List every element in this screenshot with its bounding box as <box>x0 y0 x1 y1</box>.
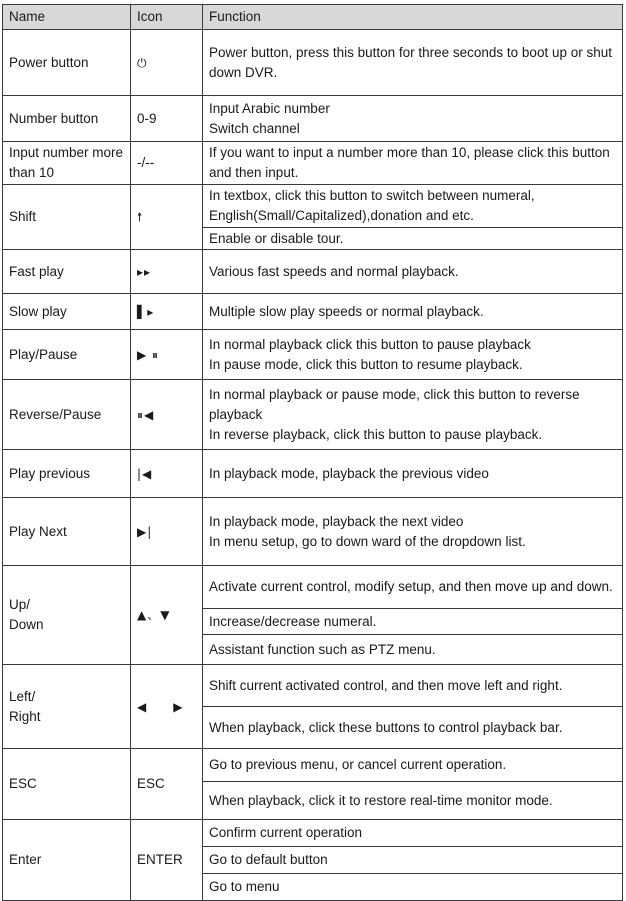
function-cell <box>203 450 623 498</box>
function-text: Activate current control, modify setup, and then move up and down. <box>209 579 613 594</box>
name-cell <box>3 820 131 901</box>
name-cell <box>3 498 131 566</box>
name-text: Right <box>9 708 41 724</box>
row-up-down <box>3 566 623 609</box>
number-keys-icon: 0-9 <box>137 110 157 126</box>
icon-cell <box>131 820 203 901</box>
name-cell <box>3 142 131 185</box>
row-esc <box>3 749 623 782</box>
header-name: Name <box>3 5 131 30</box>
function-cell <box>203 707 623 749</box>
function-cell <box>203 142 623 185</box>
header-row <box>3 5 623 30</box>
name-text: Input number more than 10 <box>9 145 124 180</box>
name-text: Shift <box>9 209 37 224</box>
table-body <box>3 30 623 901</box>
row-enter <box>3 820 623 847</box>
row-shift <box>3 185 623 228</box>
function-cell <box>203 609 623 635</box>
function-text: Go to default button <box>209 852 328 867</box>
row-power-button <box>3 30 623 96</box>
row-play-next <box>3 498 623 566</box>
name-text: Power button <box>9 54 89 70</box>
function-cell <box>203 380 623 450</box>
name-cell <box>3 185 131 250</box>
function-text: When playback, click it to restore real-time monitor mode. <box>209 792 553 808</box>
row-fast-play <box>3 250 623 294</box>
name-cell <box>3 450 131 498</box>
function-text: In pause mode, click this button to resume playback. <box>209 356 523 372</box>
function-cell <box>203 820 623 847</box>
name-cell <box>3 566 131 665</box>
row-slow-play <box>3 294 623 330</box>
row-play-previous <box>3 450 623 498</box>
function-text: Increase/decrease numeral. <box>209 613 377 629</box>
function-cell <box>203 228 623 250</box>
up-down-arrows-icon: ▲、▼ <box>137 608 171 622</box>
table-header <box>3 5 623 30</box>
function-text: Go to menu <box>209 879 280 894</box>
function-cell <box>203 498 623 566</box>
icon-cell <box>131 380 203 450</box>
slow-play-icon: ▌▸ <box>137 304 155 319</box>
name-text: Left/ <box>9 688 36 704</box>
function-text: In menu setup, go to down ward of the dropdown list. <box>209 533 526 549</box>
skip-next-icon: ▶| <box>137 524 153 539</box>
up-arrow-icon: 🠕 <box>137 210 144 224</box>
header-icon: Icon <box>131 5 203 30</box>
function-text: When playback, click these buttons to control playback bar. <box>209 719 563 735</box>
icon-cell <box>131 330 203 380</box>
function-cell <box>203 566 623 609</box>
function-cell <box>203 847 623 874</box>
function-cell <box>203 874 623 901</box>
function-text: Enable or disable tour. <box>209 230 344 246</box>
esc-key-icon: ESC <box>137 776 165 791</box>
function-text: Assistant function such as PTZ menu. <box>209 641 436 657</box>
icon-cell <box>131 142 203 185</box>
name-text: Slow play <box>9 303 67 319</box>
left-arrow-icon: ◀ <box>137 699 148 714</box>
function-cell <box>203 30 623 96</box>
name-text: Up/ <box>9 597 31 612</box>
name-text: Play previous <box>9 465 91 481</box>
name-text: Fast play <box>9 263 64 279</box>
name-text: Number button <box>9 110 99 126</box>
function-text: Go to previous menu, or cancel current operation. <box>209 757 507 772</box>
function-text: In normal playback click this button to pause playback <box>209 336 531 352</box>
function-text: In reverse playback, click this button to pause playback. <box>209 426 543 442</box>
power-icon: ⏻ <box>137 55 148 70</box>
icon-cell <box>131 250 203 294</box>
function-cell <box>203 330 623 380</box>
fast-forward-icon: ▸▸ <box>137 264 152 279</box>
play-pause-icon: ▶ ⏸ <box>137 347 160 362</box>
name-text: Play/Pause <box>9 346 78 362</box>
function-cell <box>203 782 623 820</box>
reverse-pause-icon: ⏸◀ <box>137 407 155 422</box>
enter-key-icon: ENTER <box>137 852 183 867</box>
icon-cell <box>131 96 203 142</box>
row-input-number <box>3 142 623 185</box>
icon-cell <box>131 498 203 566</box>
icon-cell <box>131 665 203 749</box>
button-reference-table <box>2 4 623 901</box>
function-text: In normal playback or pause mode, click this button to reverse playback <box>209 386 580 422</box>
name-cell <box>3 330 131 380</box>
name-text: Reverse/Pause <box>9 406 102 422</box>
function-text: Various fast speeds and normal playback. <box>209 263 459 279</box>
function-text: Power button, press this button for three seconds to boot up or shut down DVR. <box>209 44 612 80</box>
function-cell <box>203 96 623 142</box>
name-cell <box>3 380 131 450</box>
function-text: In playback mode, playback the previous video <box>209 465 489 481</box>
icon-cell <box>131 185 203 250</box>
row-play-pause <box>3 330 623 380</box>
icon-cell <box>131 450 203 498</box>
name-text: Down <box>9 617 44 632</box>
function-text: Shift current activated control, and then move left and right. <box>209 677 563 693</box>
function-cell <box>203 250 623 294</box>
skip-previous-icon: |◀ <box>137 466 153 481</box>
function-cell <box>203 665 623 707</box>
function-text: Multiple slow play speeds or normal playback. <box>209 303 484 319</box>
name-text: Enter <box>9 852 42 867</box>
icon-cell <box>131 30 203 96</box>
dash-slash-icon: -/-- <box>137 155 155 170</box>
function-text: If you want to input a number more than 10, please click this button and then input. <box>209 145 610 180</box>
icon-cell <box>131 566 203 665</box>
function-cell <box>203 749 623 782</box>
header-function: Function <box>203 5 623 30</box>
function-text: Confirm current operation <box>209 825 363 840</box>
right-arrow-icon: ▶ <box>173 699 184 714</box>
name-cell <box>3 665 131 749</box>
row-left-right <box>3 665 623 707</box>
row-number-button <box>3 96 623 142</box>
name-cell <box>3 294 131 330</box>
function-text: Input Arabic number <box>209 100 330 116</box>
name-text: ESC <box>9 776 37 791</box>
icon-cell <box>131 294 203 330</box>
row-reverse-pause <box>3 380 623 450</box>
name-cell <box>3 749 131 820</box>
name-cell <box>3 250 131 294</box>
icon-cell <box>131 749 203 820</box>
name-text: Play Next <box>9 523 67 539</box>
function-cell <box>203 185 623 228</box>
name-cell <box>3 96 131 142</box>
function-text: Switch channel <box>209 120 300 136</box>
function-text: In playback mode, playback the next video <box>209 513 464 529</box>
name-cell <box>3 30 131 96</box>
function-text: In textbox, click this button to switch between numeral, English(Small/Capitalized),donation and etc. <box>209 188 535 223</box>
function-cell <box>203 635 623 665</box>
function-cell <box>203 294 623 330</box>
